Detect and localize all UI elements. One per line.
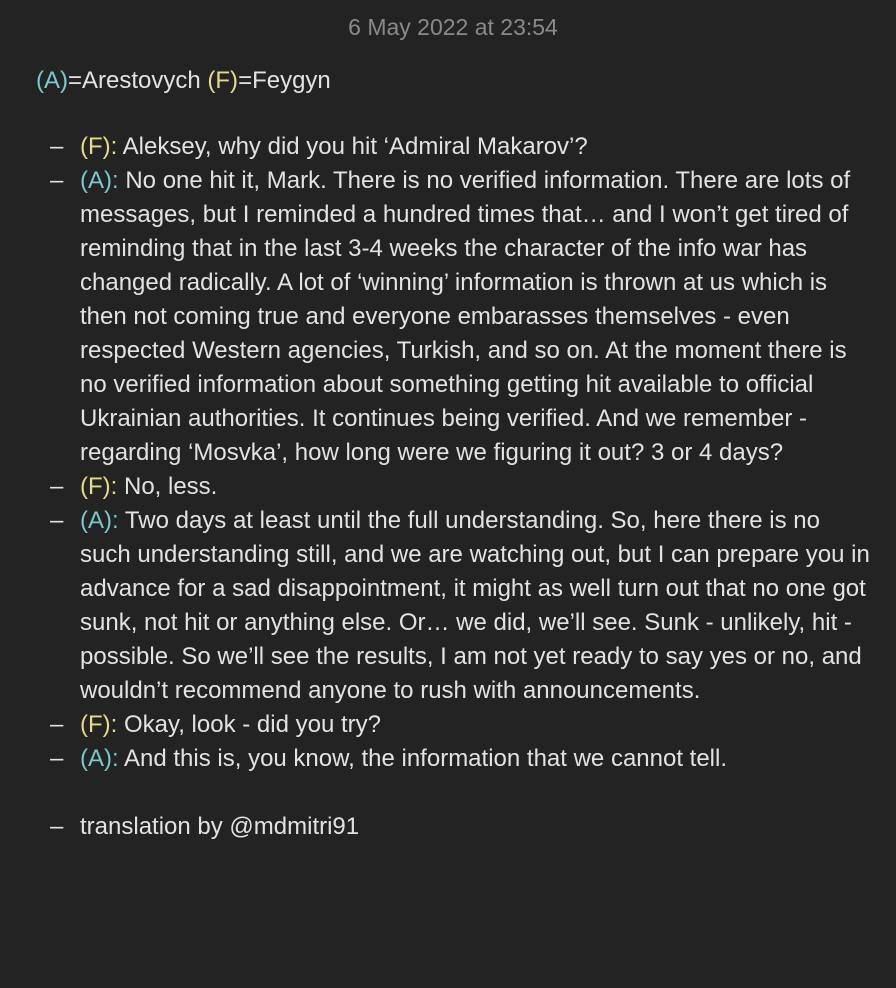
translation-credit: translation by @mdmitri91 xyxy=(80,813,360,840)
bullet-dash: – xyxy=(50,133,64,160)
bullet-dash: – xyxy=(50,507,64,534)
credit-line xyxy=(0,810,896,844)
transcript-line xyxy=(0,130,896,164)
speaker-tag: (A): xyxy=(80,167,119,194)
line-text: Okay, look - did you try? xyxy=(123,711,381,738)
line-text: Two days at least until the full understanding. So, here there is no such understanding still, and we are watching out, but I can prepare you in advance for a sad disappointment, it might as well turn out that no one got sunk, not hit or anything else. Or… we did, we’ll see. Sunk - unlikely, hit - possible. So we’ll see the results, I am not yet ready to say yes or no, and wouldn’t recommend anyone to rush with announcements. xyxy=(80,507,870,704)
transcript-list xyxy=(0,130,896,844)
blank-line xyxy=(0,776,896,810)
bullet-dash: – xyxy=(50,711,64,738)
legend-a-name: =Arestovych xyxy=(68,67,201,94)
transcript-line xyxy=(0,504,896,708)
speaker-tag: (A): xyxy=(80,507,119,534)
bullet-dash: – xyxy=(50,813,64,840)
legend-f-name: =Feygyn xyxy=(238,67,331,94)
legend-a-tag: (A) xyxy=(36,67,68,94)
note-timestamp: 6 May 2022 at 23:54 xyxy=(348,14,558,40)
speaker-tag: (F): xyxy=(80,473,118,500)
bullet-dash: – xyxy=(50,473,64,500)
transcript-line xyxy=(0,708,896,742)
transcript-line xyxy=(0,470,896,504)
line-text: Aleksey, why did you hit ‘Admiral Makarov’? xyxy=(122,133,588,160)
speaker-tag: (F): xyxy=(80,711,118,738)
legend-f-tag: (F) xyxy=(207,67,239,94)
transcript-line xyxy=(0,742,896,776)
transcript-line xyxy=(0,164,896,470)
line-text: No one hit it, Mark. There is no verified information. There are lots of messages, but I reminded a hundred times that… and I won’t get tired of reminding that in the last 3-4 weeks the character of the info war has changed radically. A lot of ‘winning’ information is thrown at us which is then not coming true and everyone embarasses themselves - even respected Western agencies, Turkish, and so on. At the moment there is no verified information about something getting hit available to official Ukrainian authorities. It continues being verified. And we remember - regarding ‘Mosvka’, how long were we figuring it out? 3 or 4 days? xyxy=(80,167,851,466)
line-text: And this is, you know, the information that we cannot tell. xyxy=(124,745,728,772)
speaker-tag: (F): xyxy=(80,133,118,160)
line-text: No, less. xyxy=(123,473,218,500)
bullet-dash: – xyxy=(50,167,64,194)
speaker-legend xyxy=(36,64,331,98)
speaker-tag: (A): xyxy=(80,745,119,772)
bullet-dash: – xyxy=(50,745,64,772)
